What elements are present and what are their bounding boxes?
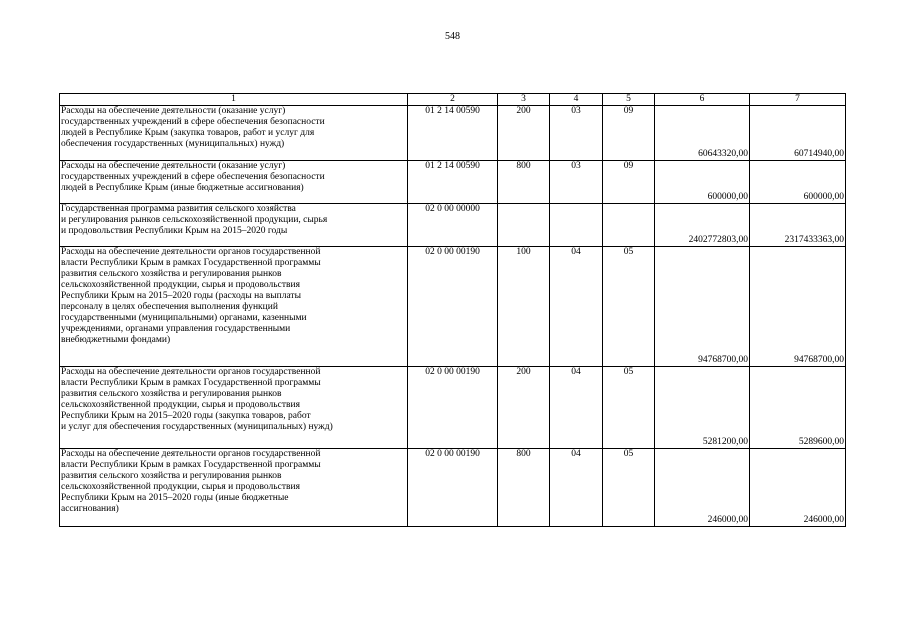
expense-description: Расходы на обеспечение деятельности органов государственной власти Республики Крым в рамках Государственной программы развития сельского хозяйства и регулирования рынков сельскохозяйственной продукции, сырья и продовольствия Республики Крым на 2015–2020 годы (расходы на выплаты персоналу в целях обеспечения выполнения функций государственными (муниципальными) органами, казенными учреждениями, органами управления государственными внебюджетными фондами) bbox=[60, 247, 408, 367]
amount-col-7: 94768700,00 bbox=[750, 247, 846, 367]
expense-description: Расходы на обеспечение деятельности (оказание услуг) государственных учреждений в сфере обеспечения безопасности людей в Республике Крым (закупка товаров, работ и услуг для обеспечения государственных (муниципальных) нужд) bbox=[60, 106, 408, 161]
subsection-code: 09 bbox=[603, 106, 655, 161]
section-code bbox=[550, 204, 603, 247]
table-row bbox=[60, 367, 846, 449]
amount-col-7: 5289600,00 bbox=[750, 367, 846, 449]
column-header: 5 bbox=[603, 94, 655, 106]
amount-col-7: 60714940,00 bbox=[750, 106, 846, 161]
expense-type-code: 200 bbox=[498, 106, 550, 161]
expense-type-code bbox=[498, 204, 550, 247]
column-header: 1 bbox=[60, 94, 408, 106]
amount-col-7: 246000,00 bbox=[750, 449, 846, 527]
budget-code: 02 0 00 00190 bbox=[408, 247, 498, 367]
expense-type-code: 100 bbox=[498, 247, 550, 367]
amount-col-7: 600000,00 bbox=[750, 161, 846, 204]
subsection-code bbox=[603, 204, 655, 247]
column-header: 4 bbox=[550, 94, 603, 106]
section-code: 04 bbox=[550, 367, 603, 449]
amount-col-6: 60643320,00 bbox=[655, 106, 750, 161]
budget-table bbox=[59, 93, 846, 527]
subsection-code: 05 bbox=[603, 449, 655, 527]
amount-col-6: 2402772803,00 bbox=[655, 204, 750, 247]
table-row bbox=[60, 204, 846, 247]
expense-description: Расходы на обеспечение деятельности органов государственной власти Республики Крым в рамках Государственной программы развития сельского хозяйства и регулирования рынков сельскохозяйственной продукции, сырья и продовольствия Республики Крым на 2015–2020 годы (закупка товаров, работ и услуг для обеспечения государственных (муниципальных) нужд) bbox=[60, 367, 408, 449]
budget-code: 01 2 14 00590 bbox=[408, 161, 498, 204]
expense-type-code: 800 bbox=[498, 161, 550, 204]
amount-col-6: 5281200,00 bbox=[655, 367, 750, 449]
budget-code: 02 0 00 00000 bbox=[408, 204, 498, 247]
budget-code: 02 0 00 00190 bbox=[408, 367, 498, 449]
amount-col-7: 2317433363,00 bbox=[750, 204, 846, 247]
budget-code: 01 2 14 00590 bbox=[408, 106, 498, 161]
expense-description: Государственная программа развития сельского хозяйства и регулирования рынков сельскохозяйственной продукции, сырья и продовольствия Республики Крым на 2015–2020 годы bbox=[60, 204, 408, 247]
section-code: 04 bbox=[550, 247, 603, 367]
expense-type-code: 800 bbox=[498, 449, 550, 527]
expense-description: Расходы на обеспечение деятельности (оказание услуг) государственных учреждений в сфере обеспечения безопасности людей в Республике Крым (иные бюджетные ассигнования) bbox=[60, 161, 408, 204]
expense-description: Расходы на обеспечение деятельности органов государственной власти Республики Крым в рамках Государственной программы развития сельского хозяйства и регулирования рынков сельскохозяйственной продукции, сырья и продовольствия Республики Крым на 2015–2020 годы (иные бюджетные ассигнования) bbox=[60, 449, 408, 527]
column-header: 7 bbox=[750, 94, 846, 106]
subsection-code: 05 bbox=[603, 367, 655, 449]
section-code: 04 bbox=[550, 449, 603, 527]
table-header-row bbox=[60, 94, 846, 106]
budget-code: 02 0 00 00190 bbox=[408, 449, 498, 527]
column-header: 3 bbox=[498, 94, 550, 106]
section-code: 03 bbox=[550, 161, 603, 204]
column-header: 2 bbox=[408, 94, 498, 106]
section-code: 03 bbox=[550, 106, 603, 161]
page-number: 548 bbox=[445, 31, 460, 42]
expense-type-code: 200 bbox=[498, 367, 550, 449]
subsection-code: 09 bbox=[603, 161, 655, 204]
table-row bbox=[60, 247, 846, 367]
amount-col-6: 94768700,00 bbox=[655, 247, 750, 367]
subsection-code: 05 bbox=[603, 247, 655, 367]
table-row bbox=[60, 449, 846, 527]
table-row bbox=[60, 106, 846, 161]
amount-col-6: 600000,00 bbox=[655, 161, 750, 204]
table-row bbox=[60, 161, 846, 204]
amount-col-6: 246000,00 bbox=[655, 449, 750, 527]
column-header: 6 bbox=[655, 94, 750, 106]
